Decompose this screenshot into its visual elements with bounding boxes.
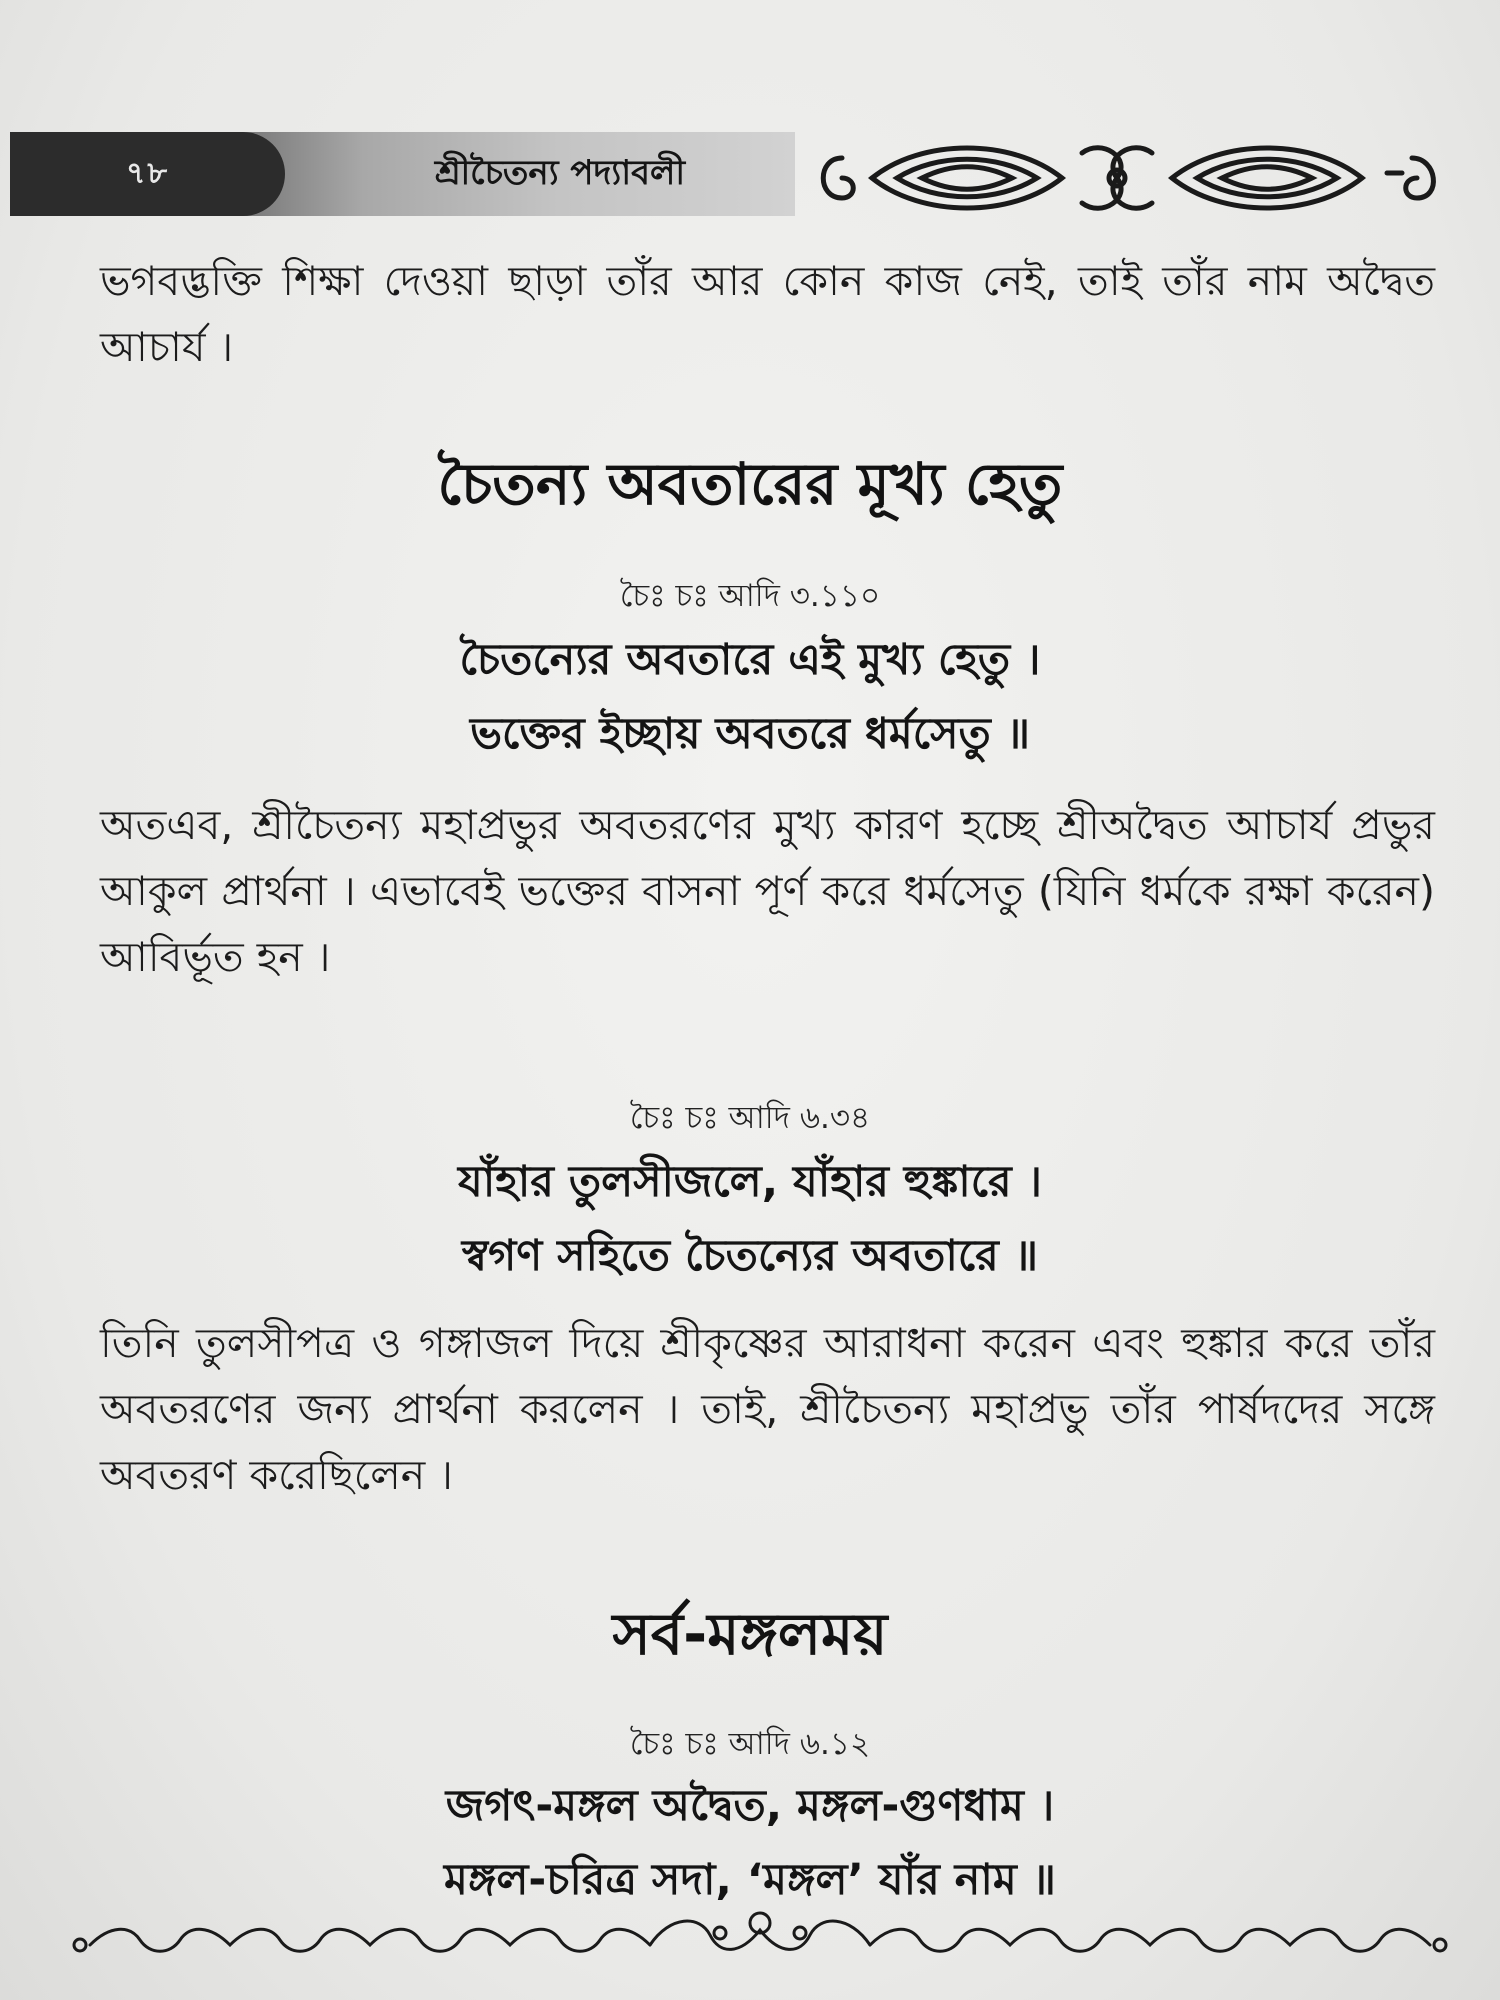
verse-line-2-2: স্বগণ সহিতে চৈতন্যের অবতারে ॥ [461,1231,1039,1281]
running-title: শ্রীচৈতন্য পদ্যাবলী [434,152,686,193]
page-number-tab [10,132,285,216]
verse-line-3-2: মঙ্গল-চরিত্র সদা, ‘মঙ্গল’ যাঁর নাম ॥ [443,1855,1057,1905]
explanation-paragraph-1: অতএব, শ্রীচৈতন্য মহাপ্রভুর অবতরণের মুখ্য কারণ হচ্ছে শ্রীঅদ্বৈত আচার্য প্রভুর আকুল প্রার্থনা । এভাবেই ভক্তের বাসনা পূর্ণ করে ধর্মসেতু (যিনি ধর্মকে রক্ষা করেন) আবির্ভূত হন । [100,801,1435,981]
intro-paragraph: ভগবদ্ভক্তি শিক্ষা দেওয়া ছাড়া তাঁর আর কোন কাজ নেই, তাই তাঁর নাম অদ্বৈত আচার্য । [100,257,1435,371]
verse-reference-2: চৈঃ চঃ আদি ৬.৩৪ [629,1100,871,1136]
footer-ornament-icon [70,1905,1450,1965]
section-heading-3: সর্ব-মঙ্গলময় [612,1600,888,1668]
verse-line-2-1: যাঁহার তুলসীজলে, যাঁহার হুঙ্কারে । [457,1157,1043,1207]
page-number: ৭৮ [126,155,169,191]
verse-reference-3: চৈঃ চঃ আদি ৬.১২ [629,1726,871,1762]
verse-line-3-1: জগৎ-মঙ্গল অদ্বৈত, মঙ্গল-গুণধাম । [445,1781,1055,1831]
verse-line-1-1: চৈতন্যের অবতারে এই মুখ্য হেতু । [459,635,1041,685]
verse-line-1-2: ভক্তের ইচ্ছায় অবতরে ধর্মসেতু ॥ [469,709,1031,759]
section-heading-1: চৈতন্য অবতারের মূখ্য হেতু [437,450,1063,518]
verse-reference-1: চৈঃ চঃ আদি ৩.১১০ [619,578,881,614]
explanation-paragraph-2: তিনি তুলসীপত্র ও গঙ্গাজল দিয়ে শ্রীকৃষ্ণের আরাধনা করেন এবং হুঙ্কার করে তাঁর অবতরণের জন্য প্রার্থনা করলেন । তাই, শ্রীচৈতন্য মহাপ্রভু তাঁর পার্ষদদের সঙ্গে অবতরণ করেছিলেন । [100,1319,1435,1499]
header-ornament-icon [812,128,1482,218]
